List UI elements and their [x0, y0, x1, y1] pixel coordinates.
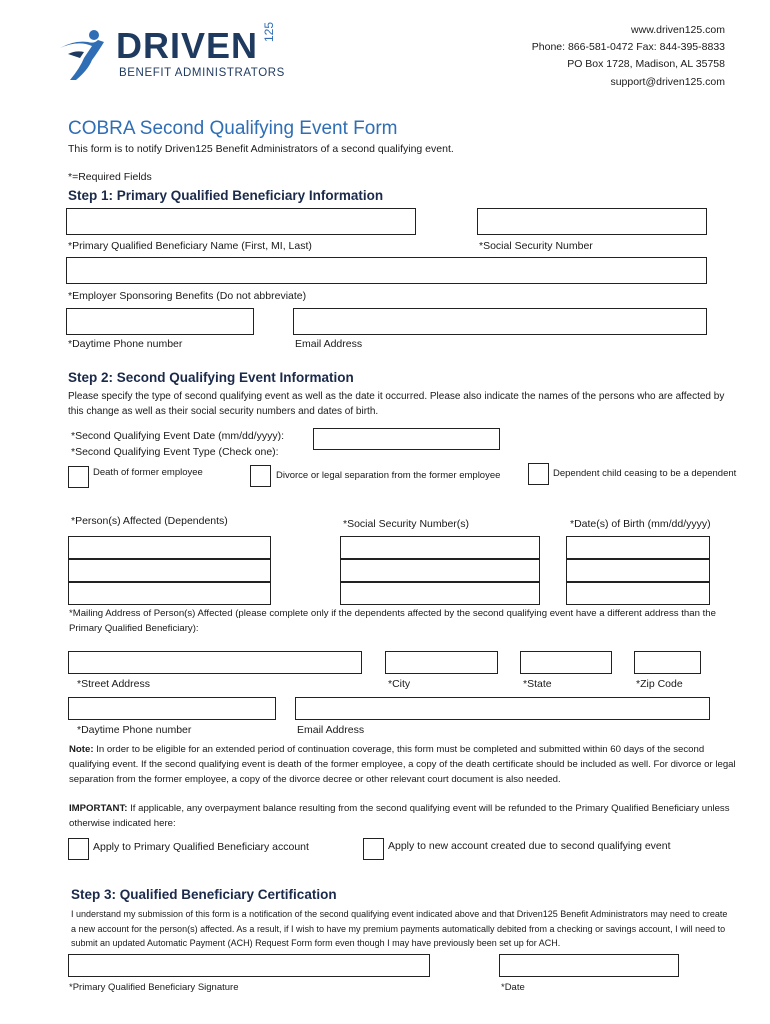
step2-instructions: Please specify the type of second qualifying event as well as the date it occurred. Please also indicate the names of the persons who are affected by this change as well as their social security numbers and dates of birth. [68, 391, 725, 417]
person-ssn-field[interactable] [340, 582, 540, 605]
step2-heading: Step 2: Second Qualifying Event Information [68, 370, 354, 385]
step3-heading: Step 3: Qualified Beneficiary Certification [71, 887, 337, 902]
street-field[interactable] [68, 651, 362, 674]
support-email[interactable]: support@driven125.com [610, 76, 725, 88]
logo [58, 21, 298, 84]
dependent-checkbox[interactable] [528, 463, 549, 485]
phone-fax: Phone: 866-581-0472 Fax: 844-395-8833 [531, 41, 725, 53]
zip-label: *Zip Code [636, 678, 683, 690]
person-ssn-field[interactable] [340, 559, 540, 582]
runner-logo-icon [58, 28, 110, 82]
dependent-phone-label: *Daytime Phone number [77, 724, 192, 736]
dependent-email-label: Email Address [297, 724, 365, 736]
event-type-label: *Second Qualifying Event Type (Check one): [71, 446, 279, 458]
event-date-label: *Second Qualifying Event Date (mm/dd/yyyy): [71, 430, 285, 442]
important-prefix: IMPORTANT: [69, 803, 128, 814]
date-field[interactable] [499, 954, 679, 977]
employer-label: *Employer Sponsoring Benefits (Do not abbreviate) [68, 290, 307, 302]
dependent-phone-field[interactable] [68, 697, 276, 720]
phone-field[interactable] [66, 308, 254, 335]
date-label: *Date [501, 982, 525, 993]
refund-new-account-checkbox[interactable] [363, 838, 384, 860]
state-field[interactable] [520, 651, 612, 674]
zip-field[interactable] [634, 651, 701, 674]
email-label: Email Address [295, 338, 363, 350]
person-name-field[interactable] [68, 559, 271, 582]
phone-label: *Daytime Phone number [68, 338, 183, 350]
important-note [69, 801, 739, 831]
signature-field[interactable] [68, 954, 430, 977]
website[interactable]: www.driven125.com [631, 24, 725, 36]
important-text: If applicable, any overpayment balance resulting from the second qualifying event will be refunded to the Primary Qualified Beneficiary unless otherwise indicated here: [69, 803, 730, 829]
persons-affected-label: *Person(s) Affected (Dependents) [71, 515, 228, 527]
mailing-address-note: *Mailing Address of Person(s) Affected (please complete only if the dependents affected by the second qualifying event have a different address than the Primary Qualified Beneficiary): [69, 608, 716, 634]
page-title: COBRA Second Qualifying Event Form [68, 118, 398, 139]
person-name-field[interactable] [68, 536, 271, 559]
city-field[interactable] [385, 651, 498, 674]
ssn-label: *Social Security Number [479, 240, 593, 252]
signature-label: *Primary Qualified Beneficiary Signature [69, 982, 239, 993]
refund-new-account-label: Apply to new account created due to second qualifying event [388, 840, 671, 852]
note-text: In order to be eligible for an extended period of continuation coverage, this form must be completed and submitted within 60 days of the second qualifying event. If the second qualifying event is death of the former employee, a copy of the death certificate should be included as well. For divorce or legal separation from the former employee, a copy of the divorce decree or other relevant court document is also needed. [69, 744, 736, 785]
refund-primary-checkbox[interactable] [68, 838, 89, 860]
persons-ssn-label: *Social Security Number(s) [343, 518, 470, 530]
person-dob-field[interactable] [566, 536, 710, 559]
dependent-option-label: Dependent child ceasing to be a dependent [553, 468, 737, 479]
city-label: *City [388, 678, 411, 690]
person-dob-field[interactable] [566, 559, 710, 582]
step1-heading: Step 1: Primary Qualified Beneficiary Information [68, 188, 384, 203]
deadline-note [69, 742, 739, 787]
beneficiary-name-field[interactable] [66, 208, 416, 235]
person-name-field[interactable] [68, 582, 271, 605]
refund-primary-label: Apply to Primary Qualified Beneficiary account [93, 841, 309, 853]
logo-tagline: BENEFIT ADMINISTRATORS [119, 67, 285, 79]
mailing-address: PO Box 1728, Madison, AL 35758 [567, 58, 725, 70]
divorce-option-label: Divorce or legal separation from the former employee [276, 470, 501, 481]
street-label: *Street Address [77, 678, 150, 690]
death-checkbox[interactable] [68, 466, 89, 488]
death-option-label: Death of former employee [93, 467, 203, 478]
persons-dob-label: *Date(s) of Birth (mm/dd/yyyy) [570, 518, 711, 530]
event-date-field[interactable] [313, 428, 500, 450]
divorce-checkbox[interactable] [250, 465, 271, 487]
required-note: *=Required Fields [68, 171, 152, 183]
email-field[interactable] [293, 308, 707, 335]
dependent-email-field[interactable] [295, 697, 710, 720]
person-dob-field[interactable] [566, 582, 710, 605]
intro-text: This form is to notify Driven125 Benefit Administrators of a second qualifying event. [68, 143, 454, 155]
employer-field[interactable] [66, 257, 707, 284]
person-ssn-field[interactable] [340, 536, 540, 559]
beneficiary-name-label: *Primary Qualified Beneficiary Name (First, MI, Last) [68, 240, 312, 252]
note-prefix: Note: [69, 744, 94, 755]
state-label: *State [523, 678, 552, 690]
logo-name: DRIVEN [116, 25, 259, 66]
logo-number: 125 [262, 21, 276, 42]
ssn-field[interactable] [477, 208, 707, 235]
certification-text: I understand my submission of this form is a notification of the second qualifying event indicated above and that Driven125 Benefit Administrators may need to create a new account for the person(s) affected. As a result, if I wish to have my premium payments automatically debited from a checking or savings account, I will need to submit an updated Automatic Payment (ACH) Request Form form even though I may have previously been set up for ACH. [71, 909, 728, 948]
